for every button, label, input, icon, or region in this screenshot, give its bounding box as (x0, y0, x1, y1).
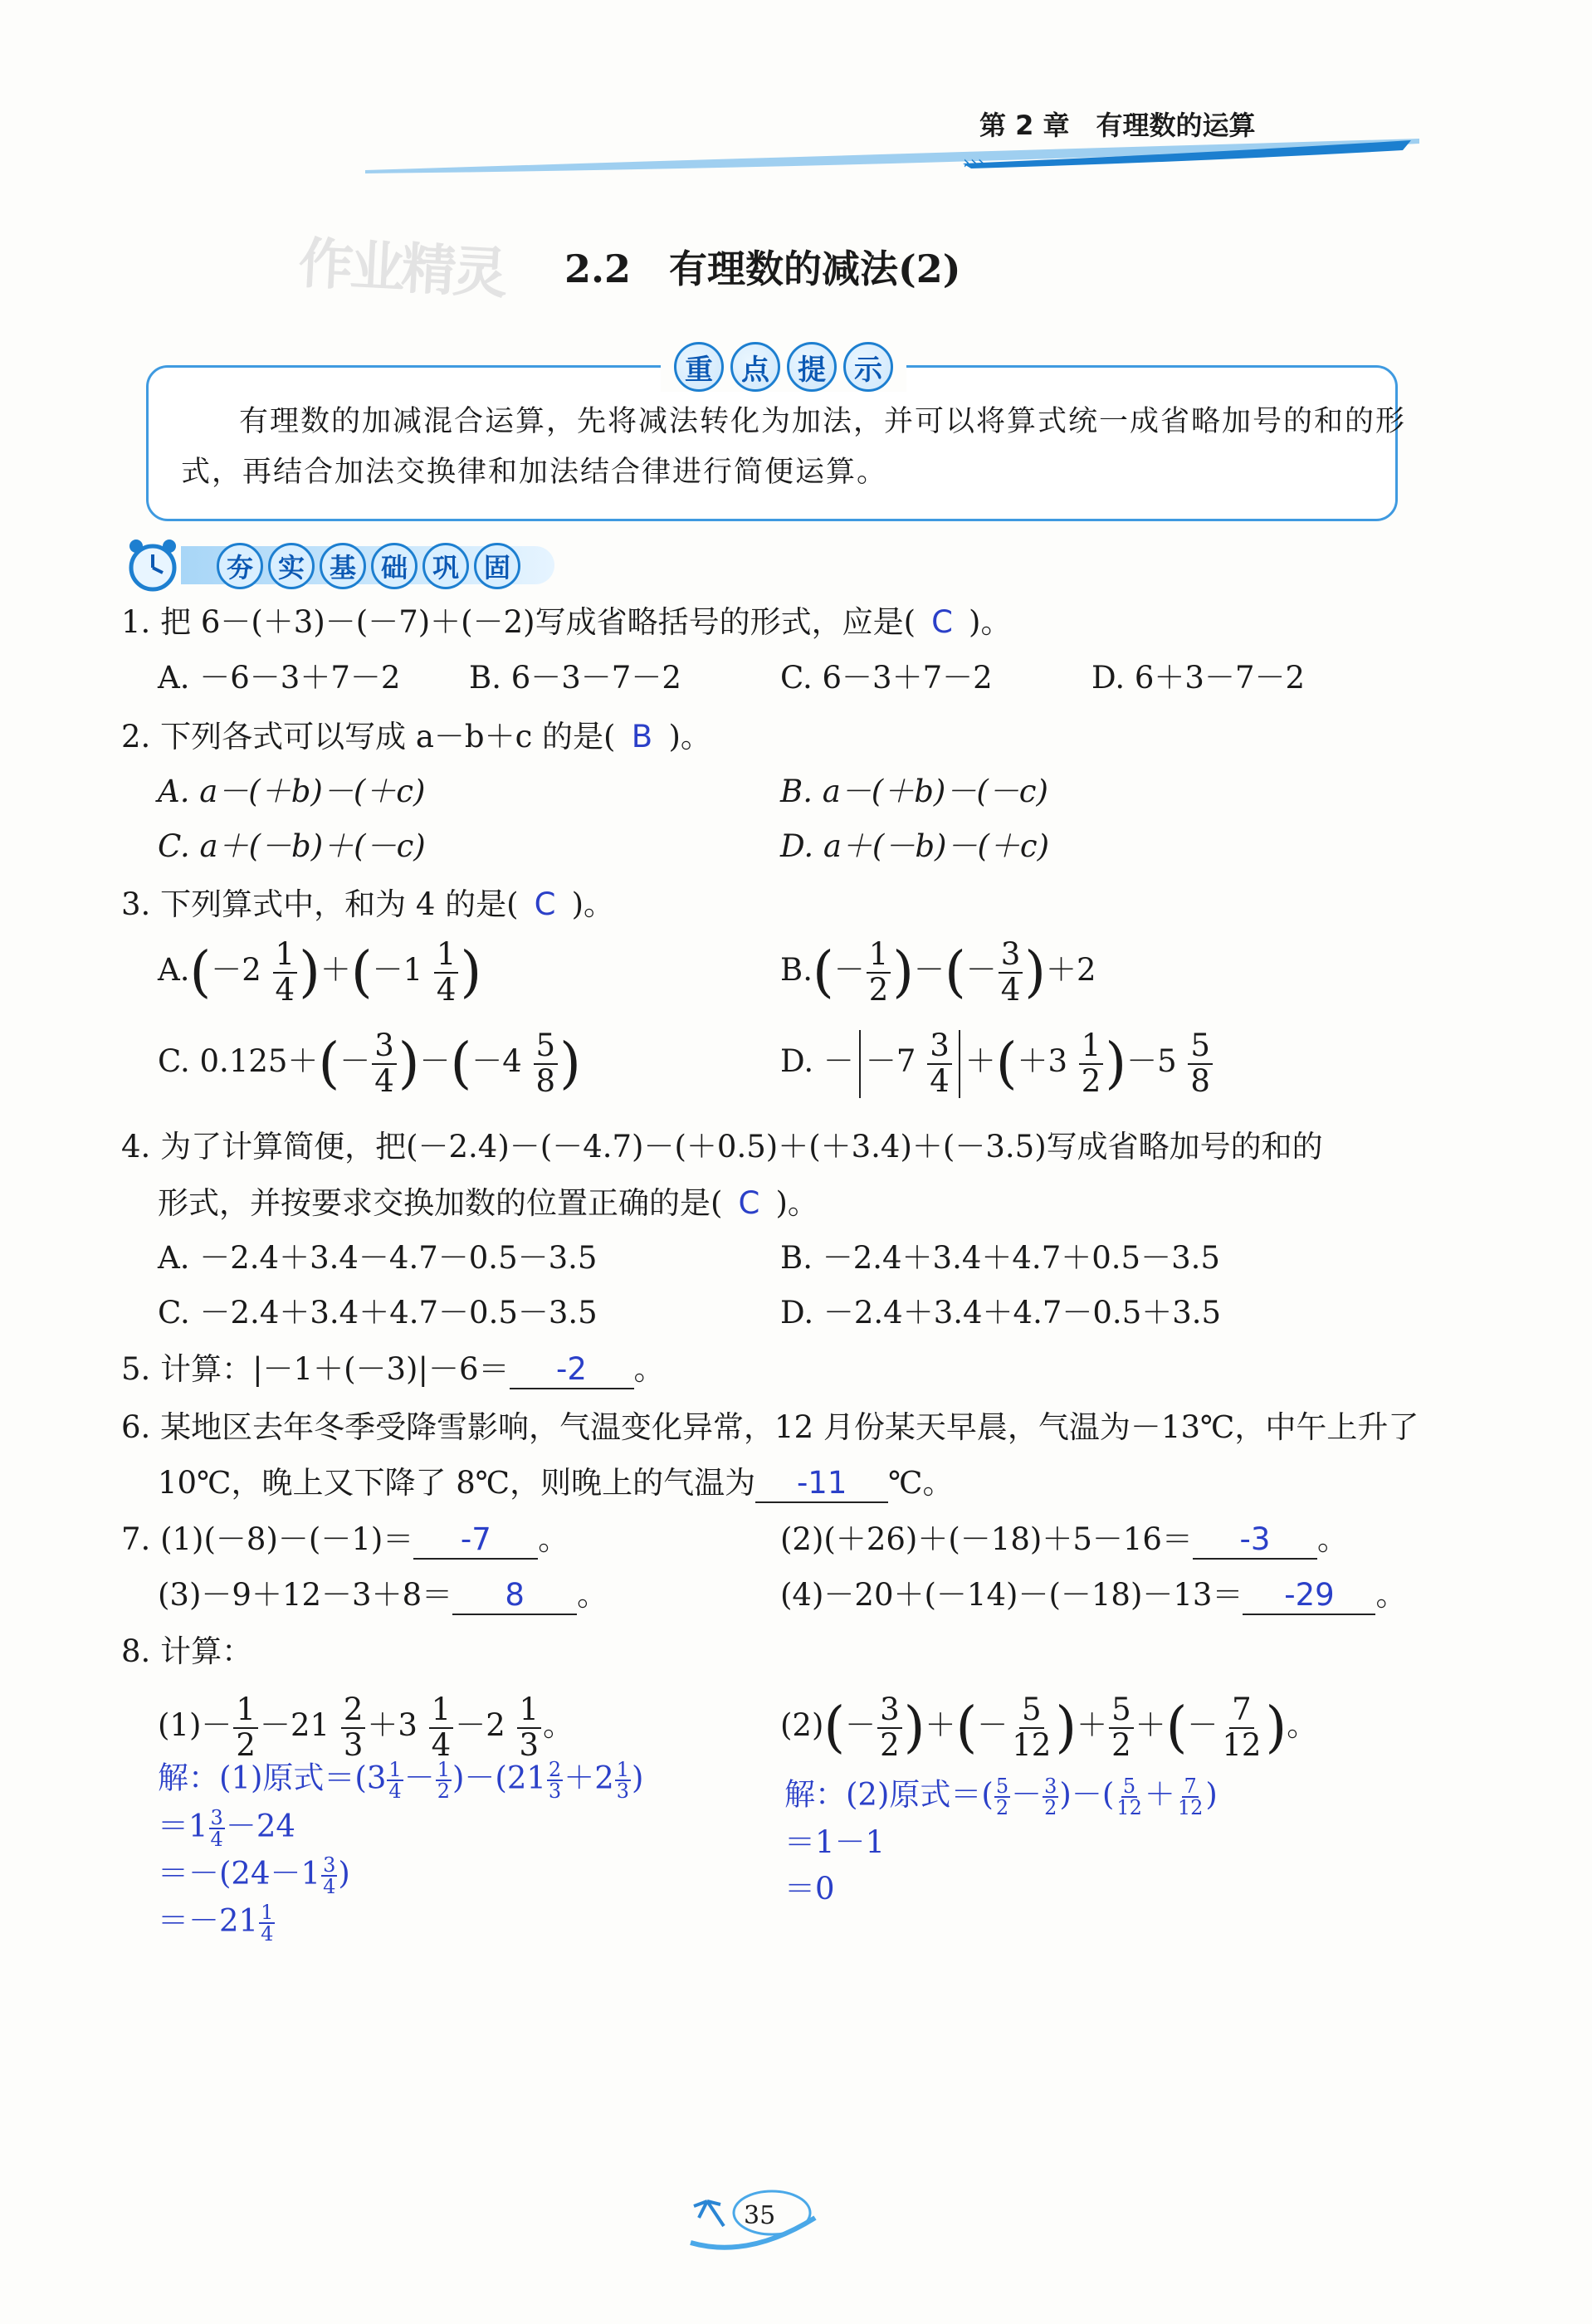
q2-option-c: C. a＋(－b)＋(－c) (158, 828, 426, 864)
q7-part3: (3)－9＋12－3＋8＝ 8 。 (158, 1577, 608, 1615)
q3-option-d: D. － －7 $\frac{3}{4}$ ＋(＋3 $\frac{1}{2}$ )－5 $\frac{5}{8}$ (780, 1029, 1214, 1098)
q2-answer: B (631, 719, 653, 754)
q8-solution1-line1: 解：(1)原式＝(3 $\frac{1}{4}$ － $\frac{1}{2}$ )－(21 $\frac{2}{3}$ ＋2 $\frac{1}{3}$ ) (158, 1758, 644, 1803)
page-number: 35 (744, 2201, 776, 2230)
q1-stem: 1. 把 6－(＋3)－(－7)＋(－2)写成省略括号的形式，应是( C )。 (121, 604, 1012, 640)
q5-answer: -2 (510, 1351, 634, 1389)
q7-part1: 7. (1)(－8)－(－1)＝ -7 。 (121, 1521, 569, 1560)
q1-option-c: C. 6－3＋7－2 (780, 660, 993, 696)
q3-answer: C (534, 886, 556, 922)
chapter-header: 第 2 章 有理数的运算 (979, 110, 1256, 141)
q4-answer: C (738, 1185, 760, 1221)
header-swoosh (365, 137, 1428, 178)
q8-solution2-line3: ＝0 (784, 1871, 835, 1907)
section-title: 2.2 有理数的减法(2) (564, 247, 961, 291)
q2-option-d: D. a＋(－b)－(＋c) (780, 828, 1050, 864)
q6-line2: 10℃，晚上又下降了 8℃，则晚上的气温为 -11 ℃。 (158, 1465, 954, 1503)
basics-char-1: 夯 (217, 543, 263, 589)
q4-option-b: B. －2.4＋3.4＋4.7＋0.5－3.5 (780, 1240, 1220, 1276)
svg-text:›››: ››› (963, 153, 985, 173)
q8-solution1-line3: ＝－(24－1 $\frac{3}{4}$ ) (158, 1853, 350, 1898)
q1-option-b: B. 6－3－7－2 (469, 660, 681, 696)
q3-option-b: B.(－ $\frac{1}{2}$ )－(－ $\frac{3}{4}$ )＋2 (780, 936, 1096, 1008)
key-points-header (661, 342, 906, 392)
q8-solution2-line2: ＝1－1 (784, 1824, 886, 1860)
q2-option-b: B. a－(＋b)－(－c) (780, 774, 1048, 809)
q4-option-c: C. －2.4＋3.4＋4.7－0.5－3.5 (158, 1295, 598, 1330)
q2-stem: 2. 下列各式可以写成 a－b＋c 的是( B )。 (121, 719, 711, 754)
alarm-clock-icon (123, 535, 183, 594)
q4-line1: 4. 为了计算简便，把(－2.4)－(－4.7)－(＋0.5)＋(＋3.4)＋(－3.5)写成省略加号的和的 (121, 1129, 1323, 1164)
q7-answer-2: -3 (1193, 1521, 1317, 1560)
q4-option-d: D. －2.4＋3.4＋4.7－0.5＋3.5 (780, 1295, 1222, 1330)
basics-char-2: 实 (268, 543, 315, 589)
q6-answer: -11 (755, 1465, 888, 1503)
q8-solution1-line2: ＝1 $\frac{3}{4}$ －24 (158, 1806, 295, 1851)
basics-banner (123, 540, 546, 589)
q2-option-a: A. a－(＋b)－(＋c) (158, 774, 426, 809)
q7-answer-3: 8 (452, 1577, 577, 1615)
q8-stem: 8. 计算： (121, 1633, 253, 1669)
key-char-4: 示 (843, 342, 893, 392)
basics-char-4: 础 (371, 543, 418, 589)
key-points-line1: 有理数的加减混合运算，先将减法转化为加法，并可以将算式统一成省略加号的和的形 (239, 405, 1407, 438)
q7-part4: (4)－20＋(－14)－(－18)－13＝ -29 。 (780, 1577, 1406, 1615)
q3-stem: 3. 下列算式中，和为 4 的是( C )。 (121, 886, 614, 922)
key-points-line2: 式，再结合加法交换律和加法结合律进行简便运算。 (181, 456, 888, 489)
q4-option-a: A. －2.4＋3.4－4.7－0.5－3.5 (158, 1240, 598, 1276)
q1-option-d: D. 6＋3－7－2 (1091, 660, 1306, 696)
watermark: 作业精灵 (296, 231, 506, 306)
q8-solution1-line4: ＝－21 $\frac{1}{4}$ (158, 1901, 274, 1946)
basics-char-6: 固 (474, 543, 520, 589)
q1-answer: C (931, 604, 953, 640)
key-char-1: 重 (674, 342, 724, 392)
q7-answer-4: -29 (1243, 1577, 1375, 1615)
q8-part2: (2)(－ $\frac{3}{2}$ )＋(－ $\frac{5}{12}$ )＋ $\frac{5}{2}$ ＋(－ $\frac{7}{12}$ )。 (780, 1692, 1318, 1763)
q4-line2: 形式，并按要求交换加数的位置正确的是( C )。 (158, 1185, 818, 1221)
q6-line1: 6. 某地区去年冬季受降雪影响，气温变化异常，12 月份某天早晨，气温为－13℃，中午上升了 (121, 1409, 1419, 1445)
q7-part2: (2)(＋26)＋(－18)＋5－16＝ -3 。 (780, 1521, 1348, 1560)
q1-option-a: A. －6－3＋7－2 (158, 660, 401, 696)
q3-option-a: A.(－2 $\frac{1}{4}$ )＋(－1 $\frac{1}{4}$ ) (158, 936, 482, 1008)
basics-char-5: 巩 (422, 543, 469, 589)
q7-answer-1: -7 (413, 1521, 538, 1560)
key-char-2: 点 (730, 342, 780, 392)
q8-solution2-line1: 解：(2)原式＝( $\frac{5}{2}$ － $\frac{3}{2}$ )－( $\frac{5}{12}$ ＋ $\frac{7}{12}$ ) (784, 1775, 1218, 1819)
q3-option-c: C. 0.125＋(－ $\frac{3}{4}$ )－(－4 $\frac{5}{8}$ ) (158, 1028, 581, 1099)
q8-part1: (1)－ $\frac{1}{2}$ －21 $\frac{2}{3}$ ＋3 $\frac{1}{4}$ －2 $\frac{1}{3}$ 。 (158, 1692, 574, 1763)
basics-char-3: 基 (320, 543, 366, 589)
key-char-3: 提 (787, 342, 837, 392)
q5: 5. 计算：|－1＋(－3)|－6＝ -2 。 (121, 1351, 665, 1389)
